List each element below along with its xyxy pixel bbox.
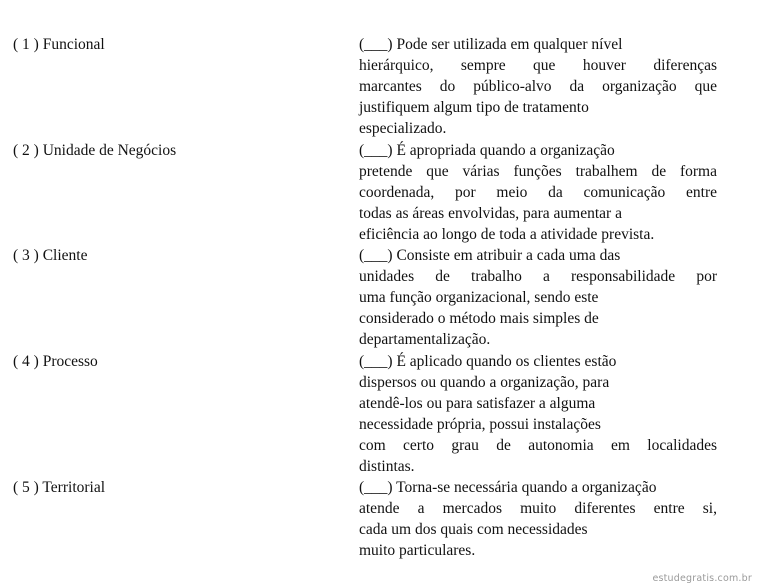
description-line: eficiência ao longo de toda a atividade prevista. [359,226,655,243]
description-line: (___) Consiste em atribuir a cada uma das [359,247,621,264]
description-line: marcantes do público-alvo da organização que [359,78,717,95]
description-line: dispersos ou quando a organização, para [359,374,610,391]
item-label-5: ( 5 ) Territorial [13,479,106,496]
item-label-2: ( 2 ) Unidade de Negócios [13,142,177,159]
description-line: justifiquem algum tipo de tratamento [359,99,589,116]
description-line: muito particulares. [359,542,476,559]
description-line: departamentalização. [359,331,491,348]
description-line: unidades de trabalho a responsabilidade por [359,268,717,285]
description-line: coordenada, por meio da comunicação entre [359,184,717,201]
description-line: (___) É aplicado quando os clientes estão [359,353,617,370]
description-line: considerado o método mais simples de [359,310,599,327]
description-line: cada um dos quais com necessidades [359,521,588,538]
description-5 [359,477,717,561]
description-line: com certo grau de autonomia em localidades [359,437,717,454]
description-4 [359,351,717,477]
description-line: especializado. [359,120,447,137]
description-line: atendê-los ou para satisfazer a alguma [359,395,596,412]
description-line: todas as áreas envolvidas, para aumentar a [359,205,622,222]
description-line: uma função organizacional, sendo este [359,289,599,306]
description-line: necessidade própria, possui instalações [359,416,601,433]
description-line: atende a mercados muito diferentes entre si, [359,500,717,517]
description-line: pretende que várias funções trabalhem de forma [359,163,717,180]
item-label-3: ( 3 ) Cliente [13,247,88,264]
description-2 [359,140,717,245]
description-line: hierárquico, sempre que houver diferenças [359,57,717,74]
item-label-4: ( 4 ) Processo [13,353,98,370]
description-line: (___) É apropriada quando a organização [359,142,615,159]
item-label-1: ( 1 ) Funcional [13,36,105,53]
description-line: distintas. [359,458,415,475]
description-1 [359,34,717,139]
description-line: (___) Torna-se necessária quando a organização [359,479,657,496]
watermark: estudegratis.com.br [652,573,752,584]
description-3 [359,245,717,350]
description-line: (___) Pode ser utilizada em qualquer nível [359,36,623,53]
